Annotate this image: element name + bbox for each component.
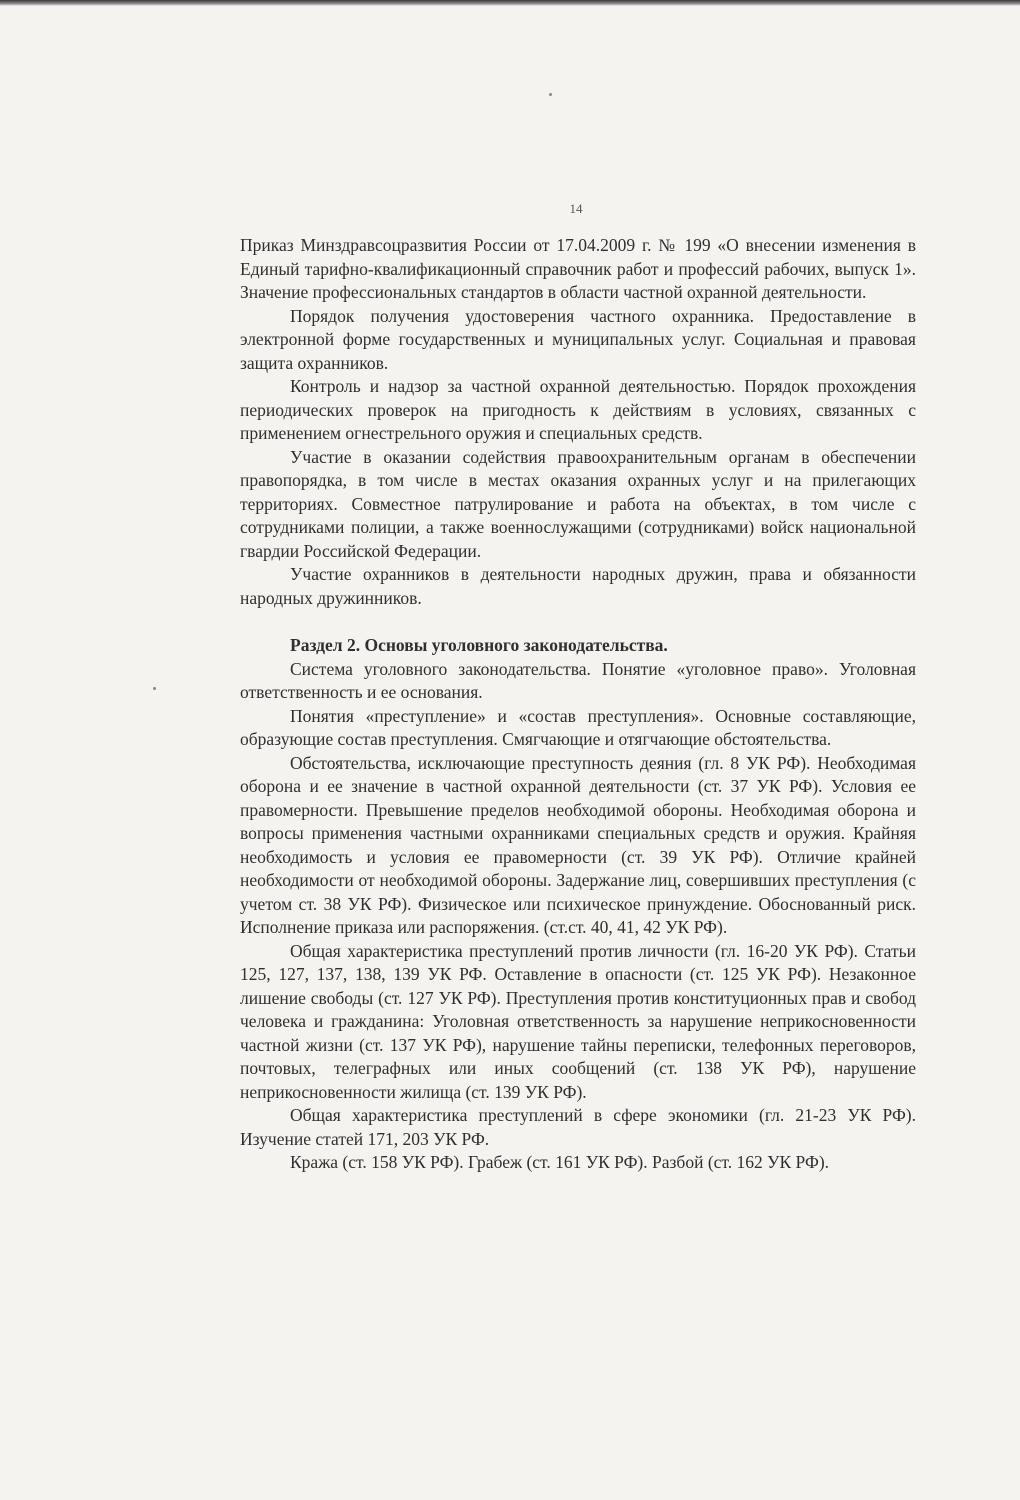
- paragraph: Обстоятельства, исключающие преступность деяния (гл. 8 УК РФ). Необходимая оборона и ее значение в частной охранной деятельности (ст. 37 УК РФ). Условия ее правомерности. Превышение пределов необходимой обороны. Необходимая оборона и вопросы применения частными охранниками специальных средств и оружия. Крайняя необходимость и условия ее правомерности (ст. 39 УК РФ). Отличие крайней необходимости от необходимой обороны. Задержание лиц, совершивших преступления (с учетом ст. 38 УК РФ). Физическое или психическое принуждение. Обоснованный риск. Исполнение приказа или распоряжения. (ст.ст. 40, 41, 42 УК РФ).: [240, 752, 916, 937]
- paragraph: Участие охранников в деятельности народных дружин, права и обязанности народных дружинников.: [240, 564, 916, 608]
- paragraph: Понятия «преступление» и «состав преступления». Основные составляющие, образующие состав преступления. Смягчающие и отягчающие обстоятельства.: [240, 705, 916, 749]
- section-heading: Раздел 2. Основы уголовного законодательства.: [290, 635, 668, 655]
- scan-speck: [549, 93, 552, 96]
- section-spacer: [240, 610, 916, 634]
- document-body: [240, 234, 916, 1175]
- scan-speck: [153, 687, 156, 690]
- scan-edge: [0, 0, 1020, 6]
- paragraph: Кража (ст. 158 УК РФ). Грабеж (ст. 161 УК РФ). Разбой (ст. 162 УК РФ).: [290, 1152, 830, 1172]
- paragraph: Участие в оказании содействия правоохранительным органам в обеспечении правопорядка, в том числе в местах оказания охранных услуг и на прилегающих территориях. Совместное патрулирование и работа на объектах, в том числе с сотрудниками полиции, а также военнослужащими (сотрудниками) войск национальной гвардии Российской Федерации.: [240, 446, 916, 561]
- paragraph: Общая характеристика преступлений в сфере экономики (гл. 21-23 УК РФ). Изучение статей 171, 203 УК РФ.: [240, 1105, 916, 1149]
- paragraph: Контроль и надзор за частной охранной деятельностью. Порядок прохождения периодических проверок на пригодность к действиям в условиях, связанных с применением огнестрельного оружия и специальных средств.: [240, 376, 916, 443]
- paragraph: Система уголовного законодательства. Понятие «уголовное право». Уголовная ответственность и ее основания.: [240, 658, 916, 702]
- paragraph: Общая характеристика преступлений против личности (гл. 16-20 УК РФ). Статьи 125, 127, 137, 138, 139 УК РФ. Оставление в опасности (ст. 125 УК РФ). Незаконное лишение свободы (ст. 127 УК РФ). Преступления против конституционных прав и свобод человека и гражданина: Уголовная ответственность за нарушение неприкосновенности частной жизни (ст. 137 УК РФ), нарушение тайны переписки, телефонных переговоров, почтовых, телеграфных или иных сообщений (ст. 138 УК РФ), нарушение неприкосновенности жилища (ст. 139 УК РФ).: [240, 940, 916, 1102]
- page-number: 14: [569, 201, 583, 216]
- paragraph: Порядок получения удостоверения частного охранника. Предоставление в электронной форме государственных и муниципальных услуг. Социальная и правовая защита охранников.: [240, 305, 916, 373]
- paragraph: Приказ Минздравсоцразвития России от 17.04.2009 г. № 199 «О внесении изменения в Единый тарифно-квалификационный справочник работ и профессий рабочих, выпуск 1». Значение профессиональных стандартов в области частной охранной деятельности.: [240, 235, 916, 302]
